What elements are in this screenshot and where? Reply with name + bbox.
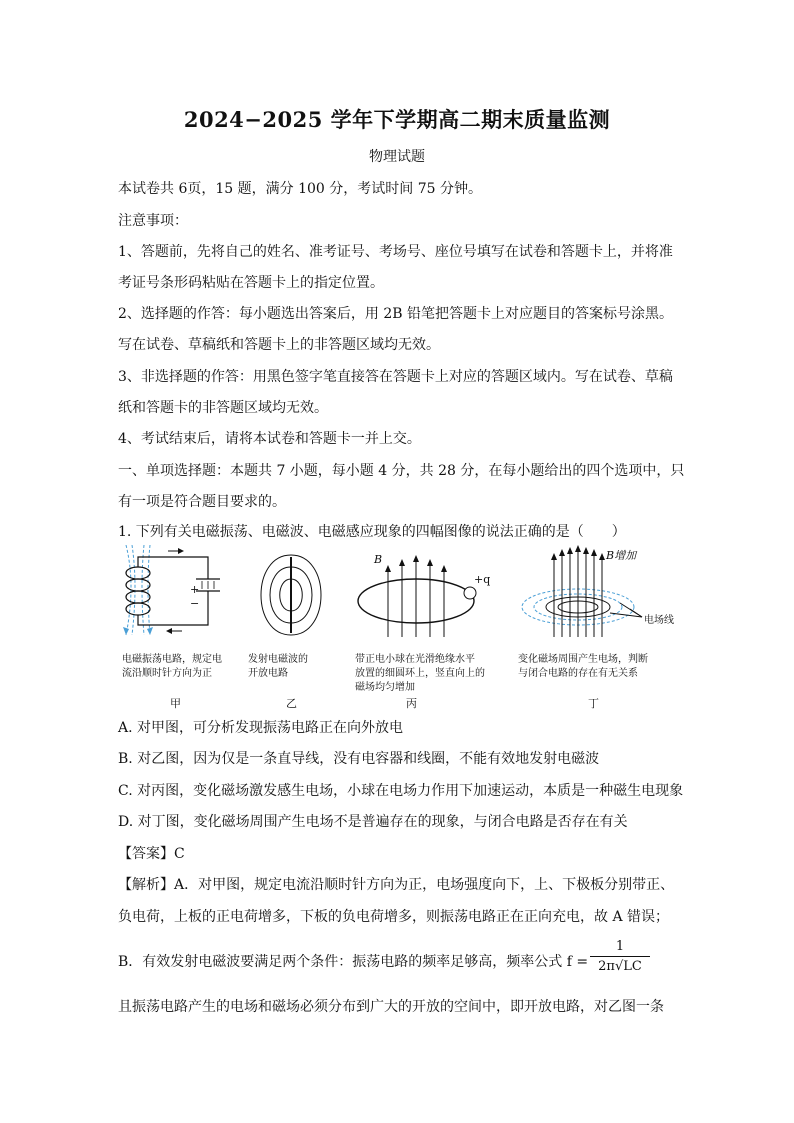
symbol-b: B <box>374 553 383 566</box>
notice-line: 考证号条形码粘贴在答题卡上的指定位置。 <box>118 275 384 291</box>
caption-bing: 带正电小球在光滑绝缘水平 放置的细圆环上，竖直向上的 磁场均匀增加 <box>355 654 485 693</box>
analysis-line: 负电荷，上板的正电荷增多，下板的负电荷增多，则振荡电路正在正向充电，故 A 错误； <box>118 909 670 925</box>
notice-line: 3、非选择题的作答：用黑色签字笔直接答在答题卡上对应的答题区域内。写在试卷、草稿 <box>118 369 673 385</box>
notice-line: 1、答题前，先将自己的姓名、准考证号、考场号、座位号填写在试卷和答题卡上，并将准 <box>118 244 673 260</box>
notice-line: 4、考试结束后，请将本试卷和答题卡一并上交。 <box>118 431 421 447</box>
notice-heading: 注意事项： <box>118 213 188 229</box>
notice-line: 写在试卷、草稿纸和答题卡上的非答题区域均无效。 <box>118 337 440 353</box>
option-d: D. 对丁图，变化磁场周围产生电场不是普遍存在的现象，与闭合电路是否存在有关 <box>118 814 628 830</box>
question-stem: 1. 下列有关电磁振荡、电磁波、电磁感应现象的四幅图像的说法正确的是（ ） <box>118 524 626 540</box>
option-b: B. 对乙图，因为仅是一条直导线，没有电容器和线圈，不能有效地发射电磁波 <box>118 751 600 767</box>
plus-sign: + <box>190 583 200 596</box>
figure-jia-diagram <box>118 545 228 645</box>
symbol-charge: +q <box>474 573 491 586</box>
formula-denominator: 2π√LC <box>598 959 642 974</box>
analysis-line: 【解析】A．对甲图，规定电流沿顺时针方向为正，电场强度向下，上、下极板分别带正、 <box>118 877 675 893</box>
answer: 【答案】C <box>118 846 185 862</box>
caption-yi: 发射电磁波的 开放电路 <box>248 654 308 679</box>
label-yi: 乙 <box>286 697 297 710</box>
analysis-line: 且振荡电路产生的电场和磁场必须分布到广大的开放的空间中，即开放电路，对乙图一条 <box>118 999 664 1015</box>
option-c: C. 对丙图，变化磁场激发感生电场，小球在电场力作用下加速运动，本质是一种磁生电现象 <box>118 783 684 799</box>
page-title: 2024−2025 学年下学期高二期末质量监测 <box>183 107 611 132</box>
figure-ding-diagram <box>518 545 678 645</box>
section-heading-cont: 有一项是符合题目要求的。 <box>118 494 286 510</box>
notice-line: 2、选择题的作答：每小题选出答案后，用 2B 铅笔把答题卡上对应题目的答案标号涂黑。 <box>118 306 674 322</box>
label-bing: 丙 <box>406 697 417 710</box>
page-subtitle: 物理试题 <box>369 149 425 165</box>
caption-ding: 变化磁场周围产生电场，判断 与闭合电路的存在有无关系 <box>518 654 648 679</box>
label-jia: 甲 <box>170 697 181 710</box>
caption-jia: 电磁振荡电路，规定电 流沿顺时针方向为正 <box>122 654 222 679</box>
field-line-label: 电场线 <box>644 615 674 626</box>
frequency-formula <box>590 939 650 974</box>
section-heading: 一、单项选择题：本题共 7 小题，每小题 4 分，共 28 分，在每小题给出的四个选项中，只 <box>118 463 685 479</box>
figure-bing-diagram <box>350 545 490 645</box>
label-ding: 丁 <box>588 697 599 710</box>
minus-sign: − <box>190 597 200 610</box>
question-figure <box>118 545 678 715</box>
intro-text: 本试卷共 6页，15 题，满分 100 分，考试时间 75 分钟。 <box>118 181 482 197</box>
figure-yi-diagram <box>246 545 336 645</box>
analysis-line: B．有效发射电磁波要满足两个条件：振荡电路的频率足够高，频率公式 f = <box>118 954 589 970</box>
notice-line: 纸和答题卡的非答题区域均无效。 <box>118 400 328 416</box>
formula-numerator: 1 <box>590 939 650 957</box>
option-a: A. 对甲图，可分析发现振荡电路正在向外放电 <box>118 720 404 736</box>
symbol-b-increase: B增加 <box>606 549 637 562</box>
